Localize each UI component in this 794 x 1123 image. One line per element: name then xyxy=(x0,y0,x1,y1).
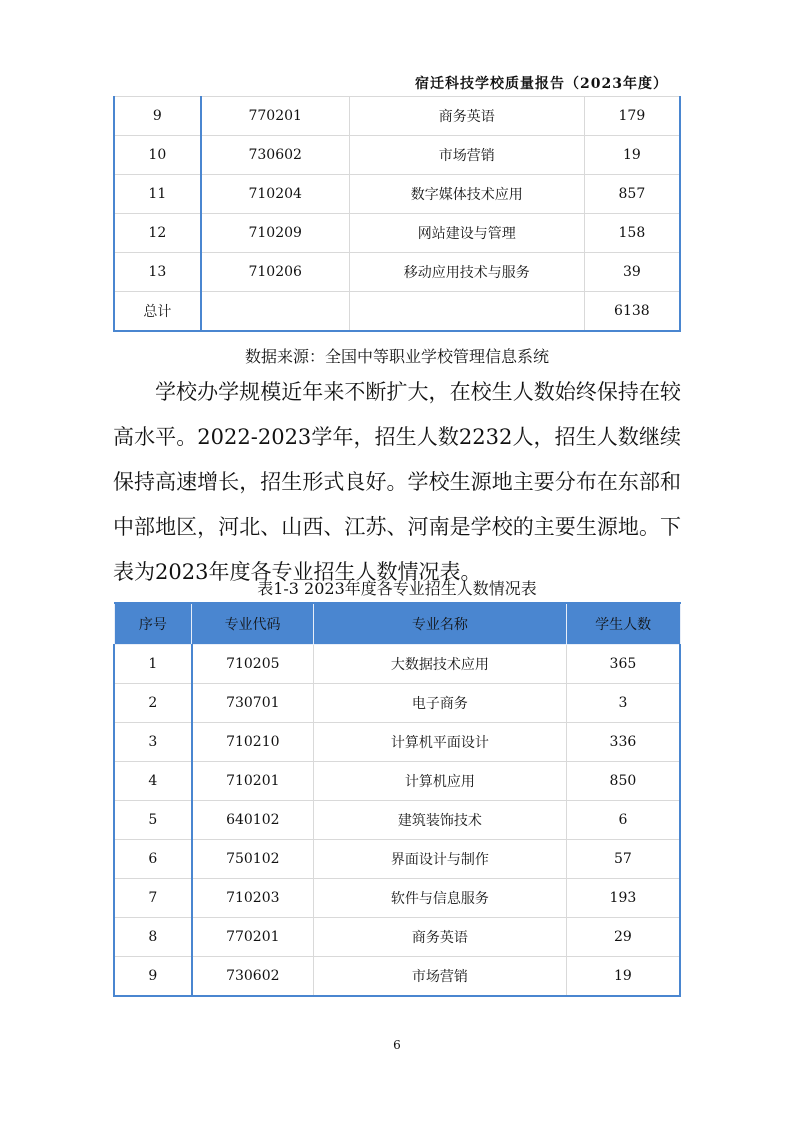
table-cell: 商务英语 xyxy=(313,918,566,957)
table-cell: 770201 xyxy=(192,918,314,957)
table-cell: 640102 xyxy=(192,801,314,840)
table-row xyxy=(114,957,680,997)
table-cell: 商务英语 xyxy=(349,97,584,136)
table-cell: 移动应用技术与服务 xyxy=(349,253,584,292)
table-cell: 界面设计与制作 xyxy=(313,840,566,879)
table-cell: 总计 xyxy=(114,292,201,332)
table-cell: 6 xyxy=(114,840,192,879)
enrollment-table xyxy=(113,602,681,997)
table-cell: 建筑装饰技术 xyxy=(313,801,566,840)
body-paragraph: 学校办学规模近年来不断扩大，在校生人数始终保持在较高水平。2022-2023学年，招生人数2232人，招生人数继续保持高速增长，招生形式良好。学校生源地主要分布在东部和中部地区，河北、山西、江苏、河南是学校的主要生源地。下表为2023年度各专业招生人数情况表。 xyxy=(113,380,681,584)
table-cell: 数字媒体技术应用 xyxy=(349,175,584,214)
table-cell: 710209 xyxy=(201,214,350,253)
table-cell: 730602 xyxy=(192,957,314,997)
table-cell: 710203 xyxy=(192,879,314,918)
column-header: 学生人数 xyxy=(566,603,680,645)
table-cell: 1 xyxy=(114,645,192,684)
table-cell: 365 xyxy=(566,645,680,684)
table-cell: 12 xyxy=(114,214,201,253)
table-row xyxy=(114,645,680,684)
table-cell: 9 xyxy=(114,97,201,136)
table-cell: 6 xyxy=(566,801,680,840)
table-cell: 336 xyxy=(566,723,680,762)
table-cell: 7 xyxy=(114,879,192,918)
table-row xyxy=(114,253,680,292)
table-cell: 179 xyxy=(584,97,680,136)
table-cell: 29 xyxy=(566,918,680,957)
table-cell: 6138 xyxy=(584,292,680,332)
table-cell: 19 xyxy=(584,136,680,175)
table-cell: 57 xyxy=(566,840,680,879)
table-cell: 193 xyxy=(566,879,680,918)
table-row xyxy=(114,918,680,957)
table-row xyxy=(114,762,680,801)
table-cell: 5 xyxy=(114,801,192,840)
page-number: 6 xyxy=(393,1038,401,1052)
table-cell: 市场营销 xyxy=(313,957,566,997)
table-cell: 158 xyxy=(584,214,680,253)
table-cell: 39 xyxy=(584,253,680,292)
table-cell: 730701 xyxy=(192,684,314,723)
table-cell: 8 xyxy=(114,918,192,957)
table-cell: 710206 xyxy=(201,253,350,292)
column-header: 专业代码 xyxy=(192,603,314,645)
table-cell: 大数据技术应用 xyxy=(313,645,566,684)
table-cell: 3 xyxy=(566,684,680,723)
table-row xyxy=(114,97,680,136)
table-cell: 计算机应用 xyxy=(313,762,566,801)
table-continued xyxy=(113,96,681,332)
column-header: 专业名称 xyxy=(313,603,566,645)
table-cell: 市场营销 xyxy=(349,136,584,175)
table-cell: 软件与信息服务 xyxy=(313,879,566,918)
running-header: 宿迁科技学校质量报告（2023年度） xyxy=(415,76,668,92)
table-row xyxy=(114,175,680,214)
table-cell: 710210 xyxy=(192,723,314,762)
table-cell: 730602 xyxy=(201,136,350,175)
table-row xyxy=(114,214,680,253)
table-cell: 3 xyxy=(114,723,192,762)
table-cell: 19 xyxy=(566,957,680,997)
table-row xyxy=(114,723,680,762)
table-cell xyxy=(201,292,350,332)
table-cell: 13 xyxy=(114,253,201,292)
data-source: 数据来源：全国中等职业学校管理信息系统 xyxy=(244,347,549,366)
table-cell: 850 xyxy=(566,762,680,801)
table-row xyxy=(114,684,680,723)
table-cell: 电子商务 xyxy=(313,684,566,723)
table-cell: 857 xyxy=(584,175,680,214)
table-cell: 710204 xyxy=(201,175,350,214)
table-cell: 710205 xyxy=(192,645,314,684)
table-caption: 表1-3 2023年度各专业招生人数情况表 xyxy=(257,579,537,598)
column-header: 序号 xyxy=(114,603,192,645)
table-row xyxy=(114,801,680,840)
table-cell: 770201 xyxy=(201,97,350,136)
table-cell: 10 xyxy=(114,136,201,175)
table-cell: 750102 xyxy=(192,840,314,879)
table-cell: 计算机平面设计 xyxy=(313,723,566,762)
table-row xyxy=(114,879,680,918)
table-cell xyxy=(349,292,584,332)
table-cell: 网站建设与管理 xyxy=(349,214,584,253)
table-cell: 11 xyxy=(114,175,201,214)
table-cell: 2 xyxy=(114,684,192,723)
table-row xyxy=(114,840,680,879)
table-row xyxy=(114,292,680,332)
table-cell: 4 xyxy=(114,762,192,801)
table-cell: 9 xyxy=(114,957,192,997)
table-row xyxy=(114,136,680,175)
table-cell: 710201 xyxy=(192,762,314,801)
